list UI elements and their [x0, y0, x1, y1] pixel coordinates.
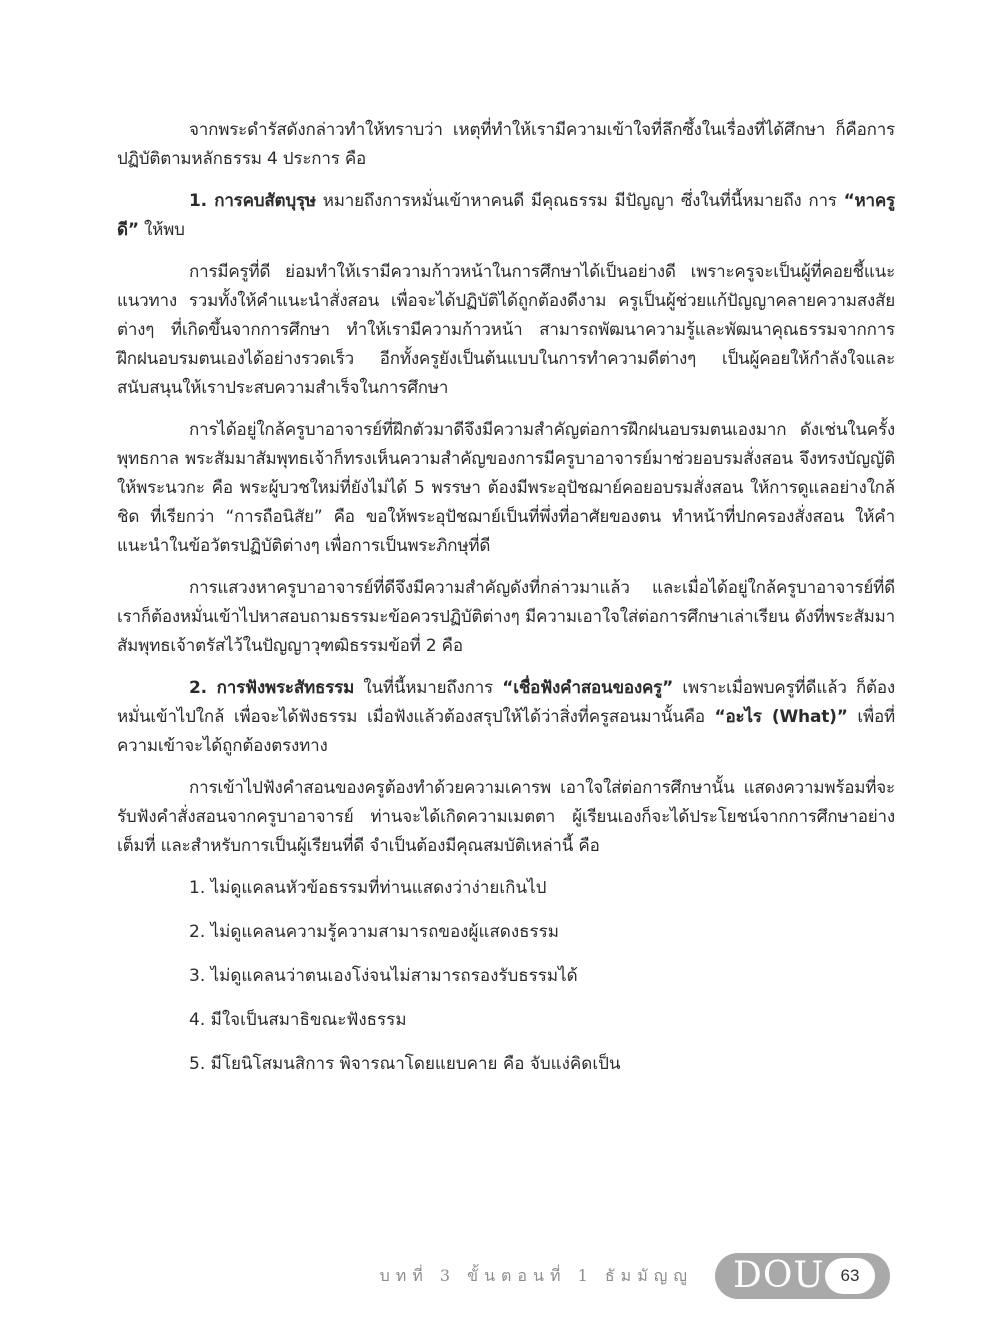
principle-1-quote: “หาครูดี”	[117, 191, 895, 240]
principle-2-heading: 2. การฟังพระสัทธรรม	[189, 678, 355, 698]
paragraph-seek-teacher	[117, 574, 895, 661]
principle-2-quote-a: “เชื่อฟังคำสอนของครู”	[502, 678, 674, 698]
list-item: 5. มีโยนิโสมนสิการ พิจารณาโดยแยบคาย คือ จับแง่คิดเป็น	[189, 1054, 621, 1074]
list-item: 3. ไม่ดูแคลนว่าตนเองโง่จนไม่สามารถรองรับธรรมได้	[189, 966, 578, 986]
principle-1-heading: 1. การคบสัตบุรุษ	[189, 191, 316, 211]
list-item: 2. ไม่ดูแคลนความรู้ความสามารถของผู้แสดงธรรม	[189, 922, 559, 942]
principle-2-quote-b: “อะไร (What)”	[714, 707, 848, 727]
paragraph-listening-text: การเข้าไปฟังคำสอนของครูต้องทำด้วยความเคารพ เอาใจใส่ต่อการศึกษานั้น แสดงความพร้อมที่จะรับฟังคำสั่งสอนจากครูบาอาจารย์ ท่านจะได้เกิดความเมตตา ผู้เรียนเองก็จะได้ประโยชน์จากการศึกษาอย่างเต็มที่ และสำหรับการเป็นผู้เรียนที่ดี จำเป็นต้องมีคุณสมบัติเหล่านี้ คือ	[117, 778, 895, 856]
paragraph-good-teacher-text: การมีครูที่ดี ย่อมทำให้เรามีความก้าวหน้าในการศึกษาได้เป็นอย่างดี เพราะครูจะเป็นผู้ที่คอยชี้แนะแนวทาง รวมทั้งให้คำแนะนำสั่งสอน เพื่อจะได้ปฏิบัติได้ถูกต้องดีงาม ครูเป็นผู้ช่วยแก้ปัญญาคลายความสงสัยต่างๆ ที่เกิดขึ้นจากการศึกษา ทำให้เรามีความก้าวหน้า สามารถพัฒนาความรู้และพัฒนาคุณธรรมจากการฝึกฝนอบรมตนเองได้อย่างรวดเร็ว อีกทั้งครูยังเป็นต้นแบบในการทำความดีต่างๆ เป็นผู้คอยให้กำลังใจและสนับสนุนให้เราประสบความสำเร็จในการศึกษา	[117, 262, 895, 398]
page-number: 63	[825, 1258, 875, 1294]
paragraph-intro	[117, 116, 895, 174]
paragraph-good-teacher	[117, 258, 895, 403]
paragraph-seek-teacher-text: การแสวงหาครูบาอาจารย์ที่ดีจึงมีความสำคัญดังที่กล่าวมาแล้ว และเมื่อได้อยู่ใกล้ครูบาอาจารย์ที่ดี เราก็ต้องหมั่นเข้าไปหาสอบถามธรรมะข้อควรปฏิบัติต่างๆ มีความเอาใจใส่ต่อการศึกษาเล่าเรียน ดังที่พระสัมมาสัมพุทธเจ้าตรัสไว้ในปัญญาวุฑฒิธรรมข้อที่ 2 คือ	[117, 578, 895, 656]
paragraph-principle-1	[117, 187, 895, 245]
page-footer	[380, 1253, 890, 1299]
principle-2-text-a: ในที่นี้หมายถึงการ	[354, 678, 503, 698]
paragraph-listening	[117, 774, 895, 861]
paragraph-near-teacher	[117, 416, 895, 561]
footer-chapter-text: บทที่ 3 ขั้นตอนที่ 1 ธัมมัญญู	[379, 1265, 693, 1285]
dou-logo: DOU	[733, 1255, 825, 1296]
principle-2-text-b: เพราะเมื่อพบครูที่ดีแล้ว ก็ต้องหมั่นเข้าไปใกล้ เพื่อจะได้ฟังธรรม เมื่อฟังแล้วต้องสรุปให้ได้ว่าสิ่งที่ครูสอนมานั้นคือ	[117, 678, 895, 727]
qualities-list	[117, 874, 895, 1079]
page-body	[117, 116, 895, 1094]
list-item: 1. ไม่ดูแคลนหัวข้อธรรมที่ท่านแสดงว่าง่ายเกินไป	[189, 878, 547, 898]
list-item: 4. มีใจเป็นสมาธิขณะฟังธรรม	[189, 1010, 407, 1030]
principle-1-text-a: หมายถึงการหมั่นเข้าหาคนดี มีคุณธรรม มีปัญญา ซึ่งในที่นี้หมายถึง การ	[315, 191, 844, 211]
paragraph-intro-text: จากพระดำรัสดังกล่าวทำให้ทราบว่า เหตุที่ทำให้เรามีความเข้าใจที่ลึกซึ้งในเรื่องที่ได้ศึกษา ก็คือการปฏิบัติตามหลักธรรม 4 ประการ คือ	[117, 120, 895, 169]
principle-1-text-b: ให้พบ	[138, 220, 185, 240]
paragraph-near-teacher-text: การได้อยู่ใกล้ครูบาอาจารย์ที่ฝึกตัวมาดีจึงมีความสำคัญต่อการฝึกฝนอบรมตนเองมาก ดังเช่นในครั้งพุทธกาล พระสัมมาสัมพุทธเจ้าก็ทรงเห็นความสำคัญของการมีครูบาอาจารย์มาช่วยอบรมสั่งสอน จึงทรงบัญญัติให้พระนวกะ คือ พระผู้บวชใหม่ที่ยังไม่ได้ 5 พรรษา ต้องมีพระอุปัชฌาย์คอยอบรมสั่งสอน ให้การดูแลอย่างใกล้ชิด ที่เรียกว่า “การถือนิสัย” คือ ขอให้พระอุปัชฌาย์เป็นที่พึ่งที่อาศัยของตน ทำหน้าที่ปกครองสั่งสอน ให้คำแนะนำในข้อวัตรปฏิบัติต่างๆ เพื่อการเป็นพระภิกษุที่ดี	[117, 420, 895, 556]
paragraph-principle-2	[117, 674, 895, 761]
dou-badge	[715, 1253, 890, 1299]
principle-2-text-c: เพื่อที่ความเข้าจะได้ถูกต้องตรงทาง	[117, 707, 895, 756]
